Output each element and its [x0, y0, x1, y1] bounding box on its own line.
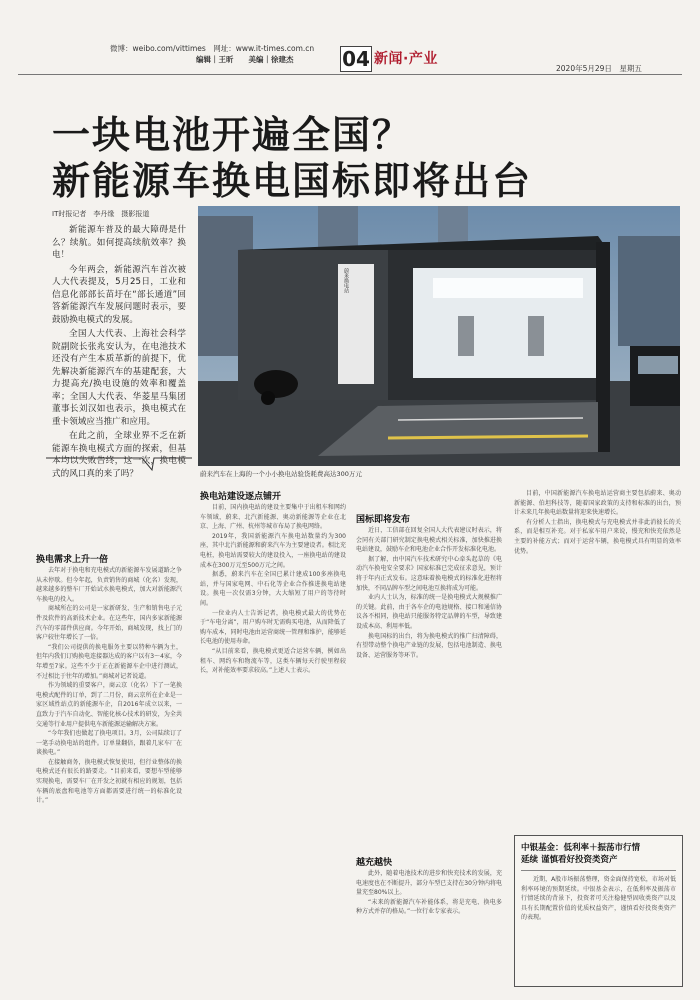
headline-line2: 新能源车换电国标即将出台 [52, 159, 533, 203]
paragraph: “我们公司提供的换电服务主要以特种车辆为主，但年内我们订购换电连接器达成的客户以有3～4家，今年增至7家。这些不少于正在新能源车企中进行测试，不过相比于往年的增加。”商城对记者说道。 [36, 643, 182, 680]
lead-paragraph: 新能源车普及的最大障碍是什么？续航。如何提高续航效率？换电！ [52, 225, 186, 260]
paragraph: 近日，工信部在回复全国人大代表建议时表示，将会同有关部门研究制定换电模式相关标准，加快推进换电站建设，鼓励车企和电池企业合作开发标准化电池。 [356, 527, 502, 554]
article-column-3 [356, 526, 502, 846]
paragraph: 此外，随着电池技术的进步和快充技术的发展，充电速度也在不断提升，部分车型已支持在30分钟内将电量充至80%以上。 [356, 870, 502, 897]
paragraph: 业内人士认为，标准的统一是换电模式大规模推广的关键。此前，由于各车企的电池规格、接口和通信协议各不相同，换电站只能服务特定品牌的车型，导致建设成本高、利用率低。 [356, 594, 502, 630]
lead-paragraph: 全国人大代表、上海社会科学院副院长张兆安认为，在电池技术还没有产生本质革新的前提下，优先解决新能源汽车的基建配套，大力提高充/换电设施的效率和覆盖率；全国人大代表、华菱星马集团董事长刘汉如也表示，换电模式在重卡领域应当推广和应用。 [52, 329, 186, 427]
article-column-2 [200, 503, 346, 985]
box-title-line2: 延续 谨慎看好投资类资产 [521, 855, 618, 865]
paragraph: 据悉，蔚来汽车在全国已累计建成100多座换电站，并与国家电网、中石化等企业合作推进换电站建设。换电一次仅需3分钟，大大缩短了用户的等待时间。 [200, 571, 346, 607]
paragraph: 在接触商务，换电模式恢复使用，但行业整体的换电模式还有很长的路要走。“目前来看，要想车型能够实现换电，需要车厂在开发之初就有相应的规划，包括车辆的底盘和电池等方面都需要进行统一的标准化设计。” [36, 758, 182, 805]
byline: IT时报记者 李丹缘 摄影报道 [52, 210, 150, 218]
headline-line1: 一块电池开遍全国？ [52, 113, 413, 157]
section-heading: 越充越快 [356, 858, 393, 868]
paragraph: 换电国标的出台，将为换电模式的推广扫清障碍，有望带动整个换电产业链的发展，包括电池制造、换电设备、运营服务等环节。 [356, 632, 502, 659]
header-date: 2020年5月29日 星期五 [556, 64, 642, 73]
lead-paragraph: 在此之前，全球业界不乏在新能源车换电模式方面的探索，但基本均以失败告终，这一次，换电模式的风口真的来了吗？ [52, 431, 186, 479]
paragraph: “今年我们也做起了换电项目。3月，公司陆续订了一笔手动换电站的组件。订单量翻倍，跟着几家车厂在谈换电。” [36, 730, 182, 757]
paragraph: 去年对于换电和充电模式的新能源车发展道路之争从未停歇。但今年起，负责销售的商城（化名）发现，越来越多的整车厂开始试水换电模式，加大对新能源汽车换电的投入。 [36, 567, 182, 603]
paragraph: 作为领域的重要客户，商云京（化名）下了一笔换电模式配件的订单，到了二月份，商云京所在企业是一家区域性站点的新能源车企，自2016年成立以来，一直致力于汽车自动化、智能化核心技术的研发，为全共交通等行业用户提供电车新能源运输解决方案。 [36, 682, 182, 728]
header-editor: 编辑｜王昕 美编｜徐建杰 [196, 55, 294, 64]
lead-text [52, 224, 186, 479]
paragraph: 商城所在的公司是一家新研发、生产和销售电子元件及软件的高新技术企业。在这些年，国内多家新能源汽车的零部件供应商。今年开始，商城发现，找上门的客户较往年增长了一倍。 [36, 605, 182, 642]
paragraph: “未来的新能源汽车补能体系，将是充电、换电多种方式并存的格局。”一位行业专家表示。 [356, 898, 502, 916]
header-weibo: 微博：weibo.com/vittimes 网址：www.it-times.com.cn [110, 44, 315, 53]
paragraph: 目前，中国新能源汽车换电站运营商主要包括蔚来、奥动新能源、伯坦科技等，随着国家政策的支持和标准的出台，预计未来几年换电站数量将迎来快速增长。 [514, 490, 681, 517]
news-photo [198, 206, 680, 466]
section-heading: 换电站建设逐点铺开 [200, 492, 282, 502]
header-rule [18, 74, 682, 75]
paragraph: 据了解，由中国汽车技术研究中心牵头起草的《电动汽车换电安全要求》国家标准已完成征求意见，预计将于年内正式发布。这意味着换电模式的标准化进程将加快，不同品牌车型之间电池互换将成为可能。 [356, 555, 502, 592]
page-number: 04 [340, 46, 372, 72]
box-body: 近期，A股市场振荡整理，资金面保持宽松，市场对低利率环境的预期延续。中银基金表示，在低利率及振荡市行情延续的背景下，投资者可关注稳健型固收类资产以及具有长期配置价值的优质权益资产，谨慎看好投资类资产的表现。 [521, 876, 676, 922]
paragraph: 一位业内人士告诉记者，换电模式最大的优势在于“车电分离”，用户购车时无需购买电池，从而降低了购车成本，同时电池由运营商统一管理和维护，能够延长电池的使用寿命。 [200, 609, 346, 646]
sidebar-box [514, 835, 683, 987]
article-column-1 [36, 566, 182, 986]
lead-paragraph: 今年两会，新能源汽车首次被人大代表提及，5月25日，工业和信息化部部长苗圩在“部长通道”回答新能源汽车发展问题时表示，要鼓励换电模式的发展。 [52, 264, 186, 325]
section-heading: 换电需求上升一倍 [36, 555, 109, 565]
station-sign: 蔚来换电站 [343, 268, 349, 293]
paragraph: 2019年，我国新能源汽车换电站数量约为300座，其中北汽新能源和蔚来汽车为主要建设者。相比充电桩，换电站需要较大的建设投入，一座换电站的建设成本在300万元至500万元之间。 [200, 532, 346, 569]
paragraph: 目前，国内换电站的建设主要集中于出租车和网约车领域，蔚来、北汽新能源、奥动新能源等企业在北京、上海、广州、杭州等城市布局了换电网络。 [200, 504, 346, 531]
section-title: 新闻·产业 [374, 51, 438, 67]
article-column-3b [356, 869, 502, 985]
paragraph: “从目前来看，换电模式更适合运营车辆，例如出租车、网约车和物流车等，这类车辆每天行驶里程较长，对补能效率要求较高。”上述人士表示。 [200, 647, 346, 675]
section-heading: 国标即将发布 [356, 515, 411, 525]
paragraph: 有分析人士指出，换电模式与充电模式并非此消彼长的关系，而是相互补充。对于私家车用户来说，慢充和快充依然是主要的补能方式；而对于运营车辆，换电模式具有明显的效率优势。 [514, 518, 681, 555]
article-column-4 [514, 489, 681, 827]
lead-bubble-tail [44, 452, 194, 476]
box-rule [521, 870, 676, 871]
photo-caption: 蔚来汽车在上海的一个小小换电站验货耗费高达300万元 [200, 470, 362, 478]
box-title-line1: 中银基金：低利率＋振荡市行情 [521, 843, 641, 853]
